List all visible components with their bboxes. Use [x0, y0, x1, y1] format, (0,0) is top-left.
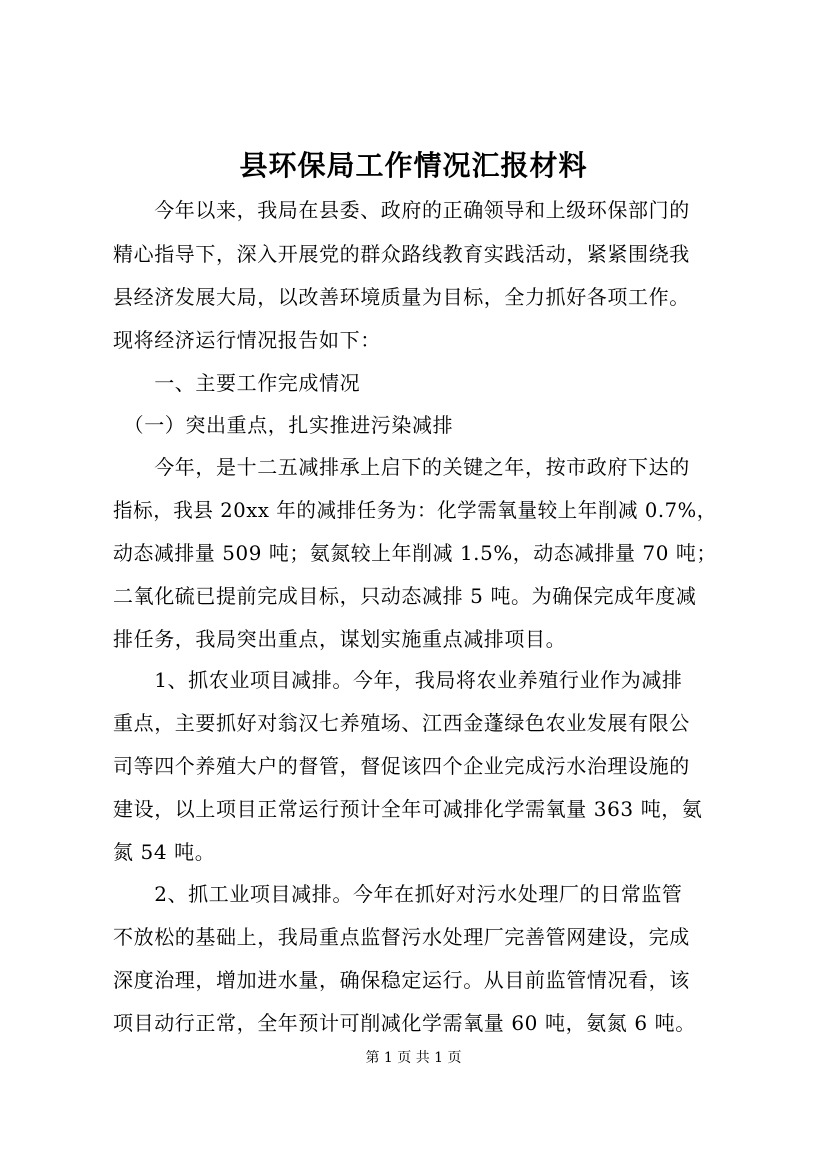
- body-line: 排任务，我局突出重点，谋划实施重点减排项目。: [113, 627, 567, 651]
- section-heading: 一、主要工作完成情况: [113, 371, 361, 395]
- body-line: 今年以来，我局在县委、政府的正确领导和上级环保部门的: [113, 198, 690, 222]
- body-line: 不放松的基础上，我局重点监督污水处理厂完善管网建设，完成: [113, 925, 690, 949]
- body-line: 2、抓工业项目减排。今年在抓好对污水处理厂的日常监管: [113, 882, 683, 906]
- body-line: 指标，我县 20xx 年的减排任务为：化学需氧量较上年削减 0.7%，: [113, 498, 717, 522]
- body-line: 1、抓农业项目减排。今年，我局将农业养殖行业作为减排: [113, 668, 683, 692]
- document-title: 县环保局工作情况汇报材料: [239, 149, 588, 182]
- body-line: 二氧化硫已提前完成目标，只动态减排 5 吨。为确保完成年度减: [113, 584, 697, 608]
- body-line: 司等四个养殖大户的督管，督促该四个企业完成污水治理设施的: [113, 754, 690, 778]
- body-line: 深度治理，增加进水量，确保稳定运行。从目前监管情况看，该: [113, 968, 690, 992]
- body-line: 动态减排量 509 吨；氨氮较上年削减 1.5%，动态减排量 70 吨；: [113, 541, 717, 565]
- body-line: 今年，是十二五减排承上启下的关键之年，按市政府下达的: [113, 455, 690, 479]
- body-line: 精心指导下，深入开展党的群众路线教育实践活动，紧紧围绕我: [113, 242, 690, 266]
- body-line: 建设，以上项目正常运行预计全年可减排化学需氧量 363 吨，氨: [113, 797, 703, 821]
- body-line: 县经济发展大局，以改善环境质量为目标，全力抓好各项工作。: [113, 285, 690, 309]
- body-line: 现将经济运行情况报告如下：: [113, 328, 381, 352]
- subsection-heading: （一）突出重点，扎实推进污染减排: [113, 413, 454, 437]
- body-line: 氮 54 吨。: [113, 840, 216, 864]
- body-line: 项目动行正常，全年预计可削减化学需氧量 60 吨，氨氮 6 吨。: [113, 1011, 696, 1035]
- body-line: 重点，主要抓好对翁汉七养殖场、江西金蓬绿色农业发展有限公: [113, 711, 690, 735]
- page-number-footer: 第 1 页 共 1 页: [365, 1050, 462, 1066]
